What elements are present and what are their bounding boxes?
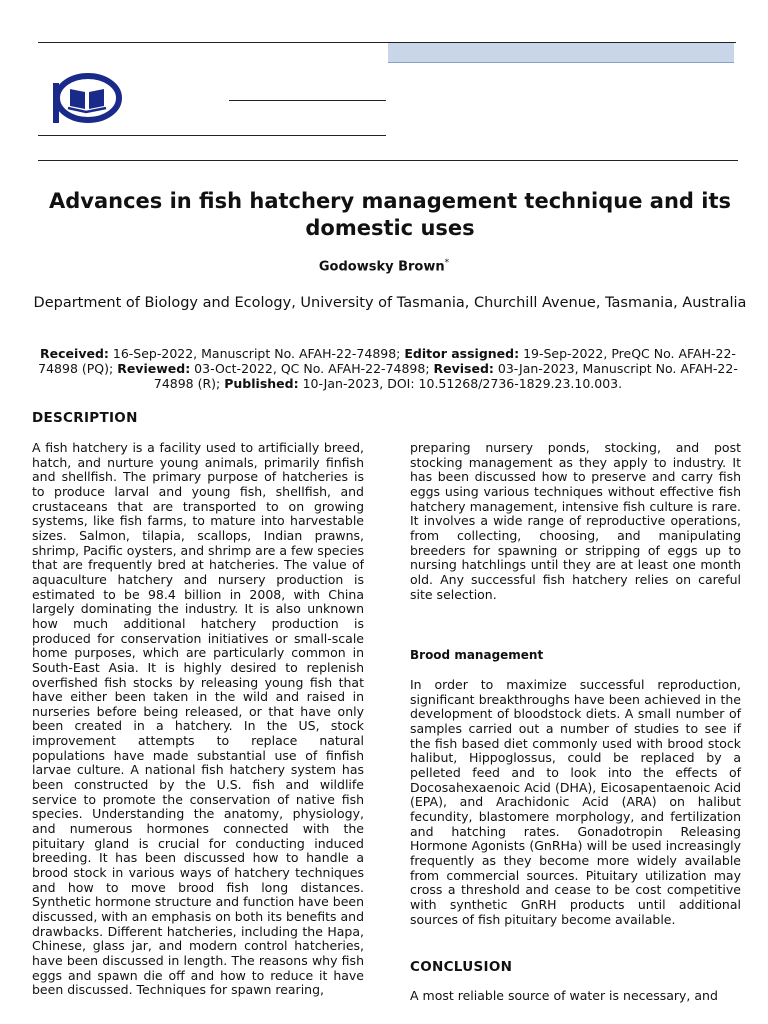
article-title: Advances in fish hatchery management technique and its domestic uses bbox=[49, 189, 731, 240]
conclusion-text: A most reliable source of water is necessary, and bbox=[410, 988, 718, 1003]
description-column-right bbox=[410, 441, 741, 635]
description-column-left bbox=[32, 441, 364, 1006]
author-mark: * bbox=[444, 258, 450, 268]
header-rule-short bbox=[229, 100, 386, 101]
header-rule-bottom bbox=[38, 160, 738, 161]
conclusion-heading: CONCLUSION bbox=[410, 959, 513, 975]
publication-dates bbox=[30, 346, 746, 391]
affiliation: Department of Biology and Ecology, University of Tasmania, Churchill Avenue, Tasmania, Australia bbox=[33, 295, 747, 311]
header-accent-bar bbox=[388, 43, 734, 63]
editor-label: Editor assigned: bbox=[404, 346, 520, 361]
reviewed-label: Reviewed: bbox=[117, 361, 191, 376]
description-text: A fish hatchery is a facility used to artificially breed, hatch, and nurture young animals, primarily finfish and shellfish. The primary purpose of hatcheries is to produce larval and young fish, shellfish, and crustaceans that are transported to on growing systems, like fish farms, to mature into harvestable sizes. Salmon, tilapia, scallops, Indian prawns, shrimp, Pacific oysters, and shrimp are a few species that are frequently bred at hatcheries. The value of aquaculture hatchery and nursery production is estimated to be 98.4 billion in 2008, with China largely dominating the industry. It is also unknown how much additional hatchery production is produced for conservation initiatives or small-scale home purposes, which are particularly common in South-East Asia. It is highly desired to replenish overfished fish stocks by releasing young fish that have either been taken in the wild and raised in nurseries before being released, or that have only been created in a hatchery. In the US, stock improvement attempts to replace natural populations have made substantial use of finfish larvae culture. A national fish hatchery system has been constructed by the U.S. fish and wildlife service to promote the conservation of native fish species. Understanding the anatomy, physiology, and numerous hormones connected with the pituitary gland is crucial for conducting induced breeding. It has been discussed how to handle a brood stock in various ways of hatchery techniques and how to move brood fish long distances. Synthetic hormone structure and function have been discussed, with an emphasis on both its benefits and drawbacks. Different hatcheries, including the Hapa, Chinese, glass jar, and modern control hatcheries, have been discussed in length. The reasons why fish eggs and spawn die off and how to reduce it have been discussed. Techniques for spawn rearing, bbox=[32, 441, 364, 998]
brood-management-text: In order to maximize successful reproduction, significant breakthroughs have been achieved in the development of bloodstock diets. A small number of samples carried out a number of studies to see if the fish based diet commonly used with brood stock halibut, Hippoglossus, could be replaced by a pelleted feed and to look into the effects of Docosahexaenoic Acid (DHA), Eicosapentaenoic Acid (EPA), and Arachidonic Acid (ARA) on halibut fecundity, blastomere morphology, and fertilization and hatching rates. Gonadotropin Releasing Hormone Agonists (GnRHa) will be used increasingly frequently as they become more widely available from commercial sources. Pituitary utilization may cross a threshold and cease to be cost competitive with synthetic GnRH products until additional sources of fish pituitary become available. bbox=[410, 677, 741, 927]
published-label: Published: bbox=[224, 376, 299, 391]
description-heading: DESCRIPTION bbox=[32, 410, 138, 426]
published-text: 10-Jan-2023, DOI: 10.51268/2736-1829.23.10.003. bbox=[298, 376, 623, 391]
description-text-continued: preparing nursery ponds, stocking, and post stocking management as they apply to industry. It has been discussed how to preserve and carry fish eggs using various techniques without effective fish hatchery management, intensive fish culture is rare. It involves a wide range of reproductive operations, from collecting, choosing, and manipulating breeders for spawning or stripping of eggs up to nursing hatchlings until they are at least one month old. Any successful fish hatchery relies on careful site selection. bbox=[410, 441, 741, 602]
reviewed-text: 03-Oct-2022, QC No. AFAH-22-74898; bbox=[190, 361, 434, 376]
editor-text: 19-Sep-2022, PreQC No. AFAH-22-74898 (PQ); bbox=[38, 346, 736, 376]
journal-logo-icon bbox=[49, 73, 123, 125]
received-label: Received: bbox=[40, 346, 109, 361]
brood-management-heading: Brood management bbox=[410, 648, 544, 662]
author-name-text: Godowsky Brown bbox=[318, 259, 445, 275]
revised-text: 03-Jan-2023, Manuscript No. AFAH-22-74898 (R); bbox=[153, 361, 738, 391]
revised-label: Revised: bbox=[433, 361, 494, 376]
header-rule-mid bbox=[38, 135, 386, 136]
author-name bbox=[0, 258, 768, 274]
received-text: 16-Sep-2022, Manuscript No. AFAH-22-74898; bbox=[108, 346, 405, 361]
